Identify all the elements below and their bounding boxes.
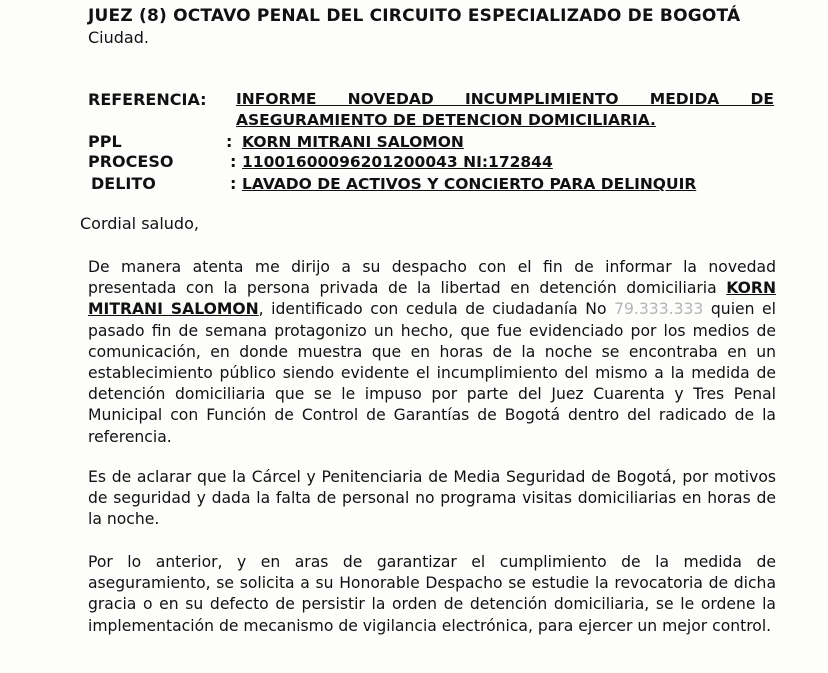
paragraph-1-text-b: , identificado con cedula de ciudadanía No <box>258 300 607 319</box>
redacted-id-number: 79.333.333 <box>614 300 704 319</box>
ppl-label: PPL <box>88 132 122 151</box>
paragraph-3: Por lo anterior, y en aras de garantizar el cumplimiento de la medida de aseguramiento, se solicita a su Honorable Despacho se estudie la revocatoria de dicha gracia o en su defecto de persistir la orden de detención domiciliaria, se le ordene la implementación de mecanismo de vigilancia electrónica, para ejercer un mejor control. <box>88 553 776 635</box>
delito-label: DELITO <box>91 174 156 193</box>
court-heading: JUEZ (8) OCTAVO PENAL DEL CIRCUITO ESPECIALIZADO DE BOGOTÁ <box>88 6 741 26</box>
proceso-colon: : <box>230 152 237 171</box>
city-line: Ciudad. <box>88 28 149 47</box>
referencia-label: REFERENCIA: <box>88 90 207 109</box>
greeting: Cordial saludo, <box>80 214 199 233</box>
paragraph-1 <box>88 257 776 448</box>
proceso-value: 11001600096201200043 NI:172844 <box>242 153 553 171</box>
paragraph-2: Es de aclarar que la Cárcel y Penitenciaria de Media Seguridad de Bogotá, por motivos de seguridad y dada la falta de personal no programa visitas domiciliarias en horas de la noche. <box>88 468 776 529</box>
paragraph-1-text-a: De manera atenta me dirijo a su despacho con el fin de informar la novedad presentada con la persona privada de la libertad en detención domiciliaria <box>88 258 776 298</box>
ppl-value: KORN MITRANI SALOMON <box>242 133 464 151</box>
delito-colon: : <box>230 174 237 193</box>
referencia-line-2: ASEGURAMIENTO DE DETENCION DOMICILIARIA. <box>236 111 656 129</box>
ppl-colon: : <box>226 132 233 151</box>
referencia-line-1: INFORME NOVEDAD INCUMPLIMIENTO MEDIDA DE <box>236 90 774 108</box>
proceso-label: PROCESO <box>88 152 174 171</box>
delito-value: LAVADO DE ACTIVOS Y CONCIERTO PARA DELINQUIR <box>242 175 697 193</box>
paragraph-1-text-c: quien el pasado fin de semana protagonizo un hecho, que fue evidenciado por los medios de comunicación, en donde muestra que en horas de la noche se encontraba en un establecimiento público siendo evidente el incumplimiento del mismo a la medida de detención domiciliaria que se le impuso por parte del Juez Cuarenta y Tres Penal Municipal con Función de Control de Garantías de Bogotá dentro del radicado de la referencia. <box>88 300 776 446</box>
ppl-name-inline: KORN MITRANI SALOMON <box>88 279 776 319</box>
